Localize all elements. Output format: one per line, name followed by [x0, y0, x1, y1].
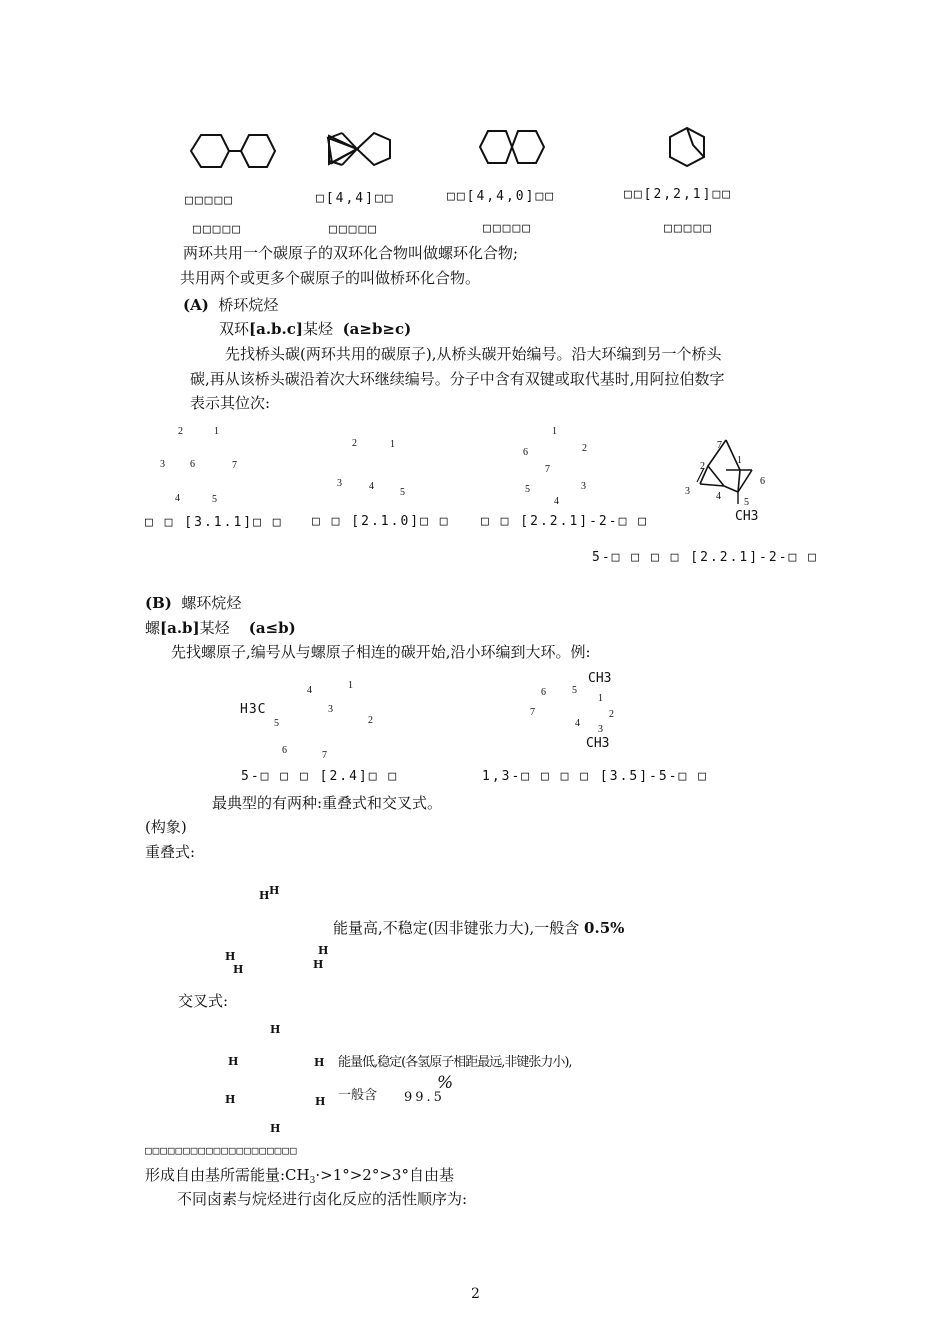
- num: 4: [575, 718, 580, 729]
- num: 4: [369, 481, 374, 492]
- caption-decalin: □□[4,4,0]□□: [447, 189, 556, 204]
- methyl-top-label: CH3: [588, 671, 612, 686]
- hydrogen-label: H: [259, 889, 270, 902]
- formula-bracket: [a.b]: [160, 619, 200, 637]
- section-a-title: 桥环烷烃: [218, 296, 279, 314]
- eclipsed-label: 重叠式:: [145, 843, 196, 861]
- num: 1: [348, 680, 353, 691]
- num: 6: [282, 745, 287, 756]
- section-b-heading: [145, 594, 241, 612]
- decalin-structure: [476, 125, 548, 169]
- bicyclic-name-2: □ □ [2.1.0]□ □: [312, 514, 450, 529]
- num: 2: [368, 715, 373, 726]
- section-b-formula: [145, 619, 296, 637]
- staggered-label: 交叉式:: [178, 992, 229, 1010]
- hydrogen-label: H: [228, 1055, 239, 1068]
- section-b-title: 螺环烷烃: [181, 594, 242, 612]
- hydrogen-label: H: [313, 958, 324, 971]
- num: 3: [160, 459, 165, 470]
- formula-prefix: 螺: [145, 619, 161, 637]
- energy-subscript: 3: [309, 1176, 316, 1186]
- subcaption-1: □□□□□: [193, 222, 243, 237]
- num: 2: [609, 709, 614, 720]
- num: 5: [212, 494, 217, 505]
- eclipsed-description: [333, 919, 624, 937]
- conformation-label: (构象): [145, 818, 187, 836]
- num: 4: [307, 685, 312, 696]
- num: 2: [582, 443, 587, 454]
- num: 7: [545, 464, 550, 475]
- page-number: 2: [471, 1286, 480, 1302]
- num: 4: [175, 493, 180, 504]
- intro-line-1: 两环共用一个碳原子的双环化合物叫做螺环化合物;: [183, 244, 519, 262]
- intro-line-2: 共用两个或更多个碳原子的叫做桥环化合物。: [180, 269, 481, 287]
- bicyclic-name-3: □ □ [2.2.1]-2-□ □: [481, 514, 649, 529]
- hydrogen-label: H: [270, 1122, 281, 1135]
- norbornane-structure: [664, 125, 710, 169]
- formula-prefix: 双环: [219, 320, 250, 338]
- num: 6: [760, 476, 765, 487]
- section-a-para-1: 先找桥头碳(两环共用的碳原子),从桥头碳开始编号。沿大环编到另一个桥头: [225, 345, 722, 363]
- num: 6: [541, 687, 546, 698]
- hydrogen-label: H: [315, 1095, 326, 1108]
- num: 6: [523, 447, 528, 458]
- subcaption-2: □□□□□: [329, 222, 379, 237]
- num: 2: [700, 461, 705, 472]
- num: 3: [337, 478, 342, 489]
- formula-suffix: 某烃: [199, 619, 230, 637]
- eclipsed-desc-main: 能量高,不稳定(因非键张力大),一般含: [333, 919, 580, 937]
- bicyclic-name-1: □ □ [3.1.1]□ □: [145, 515, 283, 530]
- percent-sign: %: [437, 1073, 454, 1093]
- energy-rest: ·>1°>2°>3°自由基: [315, 1166, 454, 1184]
- spiro-name-2: 1,3-□ □ □ □ [3.5]-5-□ □: [482, 769, 709, 784]
- num: 7: [322, 750, 327, 761]
- num: 1: [598, 693, 603, 704]
- num: 3: [581, 481, 586, 492]
- num: 5: [744, 497, 749, 508]
- num: 5: [274, 718, 279, 729]
- hydrogen-label: H: [270, 1023, 281, 1036]
- num: 1: [214, 426, 219, 437]
- section-a-para-2: 碳,再从该桥头碳沿着次大环继续编号。分子中含有双键或取代基时,用阿拉伯数字: [190, 370, 725, 388]
- num: 7: [530, 707, 535, 718]
- num: 2: [178, 426, 183, 437]
- caption-norbornane: □□[2,2,1]□□: [624, 187, 733, 202]
- halogen-order: 不同卤素与烷烃进行卤化反应的活性顺序为:: [177, 1190, 468, 1208]
- subcaption-3: □□□□□: [483, 221, 533, 236]
- caption-biphenyl: □□□□□: [185, 193, 235, 208]
- num: 5: [400, 487, 405, 498]
- staggered-desc-2: 一般含: [338, 1088, 378, 1103]
- methyl-label: H3C: [240, 702, 267, 717]
- num: 1: [390, 439, 395, 450]
- formula-condition: (a≥b≥c): [342, 320, 412, 338]
- garbled-line: □□□□□□□□□□□□□□□□□□□□: [145, 1144, 298, 1157]
- num: 4: [716, 491, 721, 502]
- hydrogen-label: H: [225, 950, 236, 963]
- section-a-marker: (A): [183, 296, 209, 314]
- num: 5: [525, 484, 530, 495]
- hydrogen-label: H: [269, 884, 280, 897]
- conformation-typical: 最典型的有两种:重叠式和交叉式。: [212, 794, 443, 812]
- formula-condition: (a≤b): [248, 619, 296, 637]
- num: 6: [190, 459, 195, 470]
- section-b-marker: (B): [145, 594, 172, 612]
- num: 3: [598, 724, 603, 735]
- methyl-label: CH3: [735, 509, 759, 524]
- staggered-value: 99.5: [404, 1090, 445, 1105]
- num: 2: [352, 438, 357, 449]
- caption-spiro: □[4,4]□□: [316, 191, 395, 206]
- energy-prefix: 形成自由基所需能量:CH: [145, 1166, 310, 1184]
- section-a-para-3: 表示其位次:: [190, 394, 271, 412]
- num: 7: [232, 460, 237, 471]
- formula-suffix: 某烃: [303, 320, 334, 338]
- section-a-heading: [183, 296, 278, 314]
- formula-bracket: [a.b.c]: [249, 320, 303, 338]
- bicyclic-name-4: 5-□ □ □ □ [2.2.1]-2-□ □: [592, 550, 819, 565]
- biphenyl-structure: [183, 130, 283, 172]
- subcaption-4: □□□□□: [664, 221, 714, 236]
- num: 4: [554, 496, 559, 507]
- hydrogen-label: H: [233, 963, 244, 976]
- num: 5: [572, 685, 577, 696]
- num: 3: [685, 486, 690, 497]
- hydrogen-label: H: [318, 944, 329, 957]
- num: 1: [737, 455, 742, 466]
- methylnorbornene-structure: [686, 434, 770, 510]
- num: 1: [552, 426, 557, 437]
- section-b-para: 先找螺原子,编号从与螺原子相连的碳开始,沿小环编到大环。例:: [171, 643, 591, 661]
- staggered-desc-1: 能量低,稳定(各氢原子相距最远,非键张力小),: [338, 1055, 572, 1070]
- section-a-formula: [219, 320, 411, 338]
- hydrogen-label: H: [225, 1093, 236, 1106]
- num: 7: [717, 440, 722, 451]
- methyl-bottom-label: CH3: [586, 736, 610, 751]
- spiro-name-1: 5-□ □ □ [2.4]□ □: [241, 769, 399, 784]
- spiro-4-4-structure: [324, 128, 394, 170]
- num: 3: [328, 704, 333, 715]
- hydrogen-label: H: [314, 1056, 325, 1069]
- free-radical-energy: [145, 1166, 454, 1190]
- eclipsed-desc-value: 0.5%: [584, 919, 625, 937]
